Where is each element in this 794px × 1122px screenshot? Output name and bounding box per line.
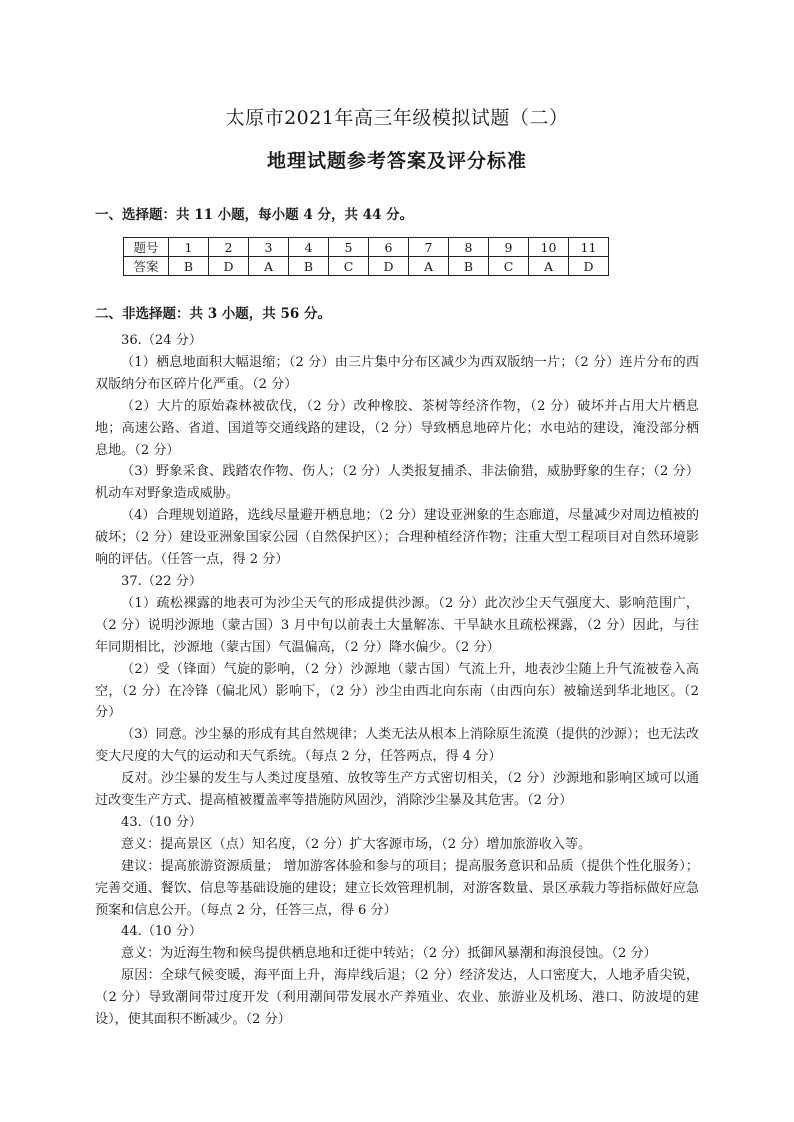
table-cell-answer: B <box>449 257 489 276</box>
question-37-heading: 37.（22 分） <box>121 573 202 589</box>
table-cell-number: 8 <box>449 238 489 257</box>
table-cell-answer: D <box>369 257 409 276</box>
answer-paragraph: 反对。沙尘暴的发生与人类过度垦殖、放牧等生产方式密切相关，（2 分）沙源地和影响区域可以通过改变生产方式、提高植被覆盖率等措施防风固沙，消除沙尘暴及其危害。（2 分） <box>95 771 699 809</box>
answer-paragraph: 意义：为近海生物和候鸟提供栖息地和迁徙中转站；（2 分）抵御风暴潮和海浪侵蚀。（2 分） <box>121 946 657 962</box>
table-cell-number: 2 <box>209 238 249 257</box>
table-cell-answer: A <box>409 257 449 276</box>
table-cell-number: 7 <box>409 238 449 257</box>
table-cell-answer: B <box>169 257 209 276</box>
answer-paragraph: 原因：全球气候变暖，海平面上升，海岸线后退；（2 分）经济发达，人口密度大，人地矛盾尖锐，（2 分）导致潮间带过度开发（利用潮间带发展水产养殖业、农业、旅游业及机场、港口、防波堤的建设），使其面积不断减少。（2 分） <box>95 968 699 1028</box>
document-subtitle: 地理试题参考答案及评分标准 <box>266 150 527 172</box>
table-cell-number: 10 <box>529 238 569 257</box>
table-cell-number: 5 <box>329 238 369 257</box>
answer-paragraph: （1）栖息地面积大幅退缩；（2 分）由三片集中分布区减少为西双版纳一片；（2 分）连片分布的西双版纳分布区碎片化严重。（2 分） <box>95 354 699 392</box>
answer-table <box>123 237 609 276</box>
answer-body <box>95 330 699 1031</box>
table-cell-answer: B <box>289 257 329 276</box>
document-title: 太原市2021年高三年级模拟试题（二） <box>225 107 569 129</box>
table-cell-number: 1 <box>169 238 209 257</box>
answer-paragraph: 意义：提高景区（点）知名度，（2 分）扩大客源市场，（2 分）增加旅游收入等。 <box>121 836 592 852</box>
answer-paragraph: （1）疏松裸露的地表可为沙尘天气的形成提供沙源。（2 分）此次沙尘天气强度大、影响范围广，（2 分）说明沙源地（蒙古国）3 月中旬以前表土大量解冻、干旱缺水且疏松裸露，（2 分）因此，与往年同期相比，沙源地（蒙古国）气温偏高，（2 分）降水偏少。（2 分） <box>95 595 699 655</box>
table-cell-answer: D <box>569 257 609 276</box>
question-36-heading: 36.（24 分） <box>121 333 202 348</box>
table-cell-answer: D <box>209 257 249 276</box>
answer-paragraph: （4）合理规划道路，选线尽量避开栖息地；（2 分）建设亚洲象的生态廊道，尽量减少对周边植被的破坏；（2 分）建设亚洲象国家公园（自然保护区）；合理种植经济作物；注重大型工程项目对自然环境影响的评估。（任答一点，得 2 分） <box>95 508 699 568</box>
table-cell-answer: A <box>249 257 289 276</box>
table-cell-answer: C <box>329 257 369 276</box>
table-cell-number: 3 <box>249 238 289 257</box>
answer-paragraph: （2）受（锋面）气旋的影响，（2 分）沙源地（蒙古国）气流上升，地表沙尘随上升气流被卷入高空，（2 分）在冷锋（偏北风）影响下，（2 分）沙尘由西北向东南（由西向东）被输送到华北地区。（2 分） <box>95 661 699 721</box>
answer-paragraph: （3）野象采食、践踏农作物、伤人；（2 分）人类报复捕杀、非法偷猎，威胁野象的生存；（2 分）机动车对野象造成威胁。 <box>95 464 699 502</box>
answer-paragraph: （3）同意。沙尘暴的形成有其自然规律；人类无法从根本上消除原生流漠（提供的沙源）；也无法改变大尺度的大气的运动和天气系统。（每点 2 分，任答两点，得 4 分） <box>95 727 699 765</box>
table-cell-number: 11 <box>569 238 609 257</box>
table-cell-number: 6 <box>369 238 409 257</box>
table-row-numbers <box>124 238 609 257</box>
section2-heading: 二、非选择题：共 3 小题，共 56 分。 <box>95 306 331 322</box>
table-cell-number: 4 <box>289 238 329 257</box>
question-43-heading: 43.（10 分） <box>121 814 202 830</box>
section1-heading: 一、选择题：共 11 小题，每小题 4 分，共 44 分。 <box>95 207 414 223</box>
row-label-number: 题号 <box>124 238 169 257</box>
answer-paragraph: （2）大片的原始森林被砍伐，（2 分）改种橡胶、茶树等经济作物，（2 分）破坏并占用大片栖息地；高速公路、省道、国道等交通线路的建设，（2 分）导致栖息地碎片化；水电站的建设，淹没部分栖息地。（2 分） <box>95 398 699 458</box>
row-label-answer: 答案 <box>124 257 169 276</box>
table-cell-number: 9 <box>489 238 529 257</box>
table-cell-answer: C <box>489 257 529 276</box>
question-44-heading: 44.（10 分） <box>121 924 202 940</box>
answer-paragraph: 建议：提高旅游资源质量； 增加游客体验和参与的项目；提高服务意识和品质（提供个性化服务）；完善交通、餐饮、信息等基础设施的建设；建立长效管理机制，对游客数量、景区承载力等指标做好应急预案和信息公开。（每点 2 分，任答三点，得 6 分） <box>95 858 699 918</box>
table-cell-answer: A <box>529 257 569 276</box>
table-row-answers <box>124 257 609 276</box>
